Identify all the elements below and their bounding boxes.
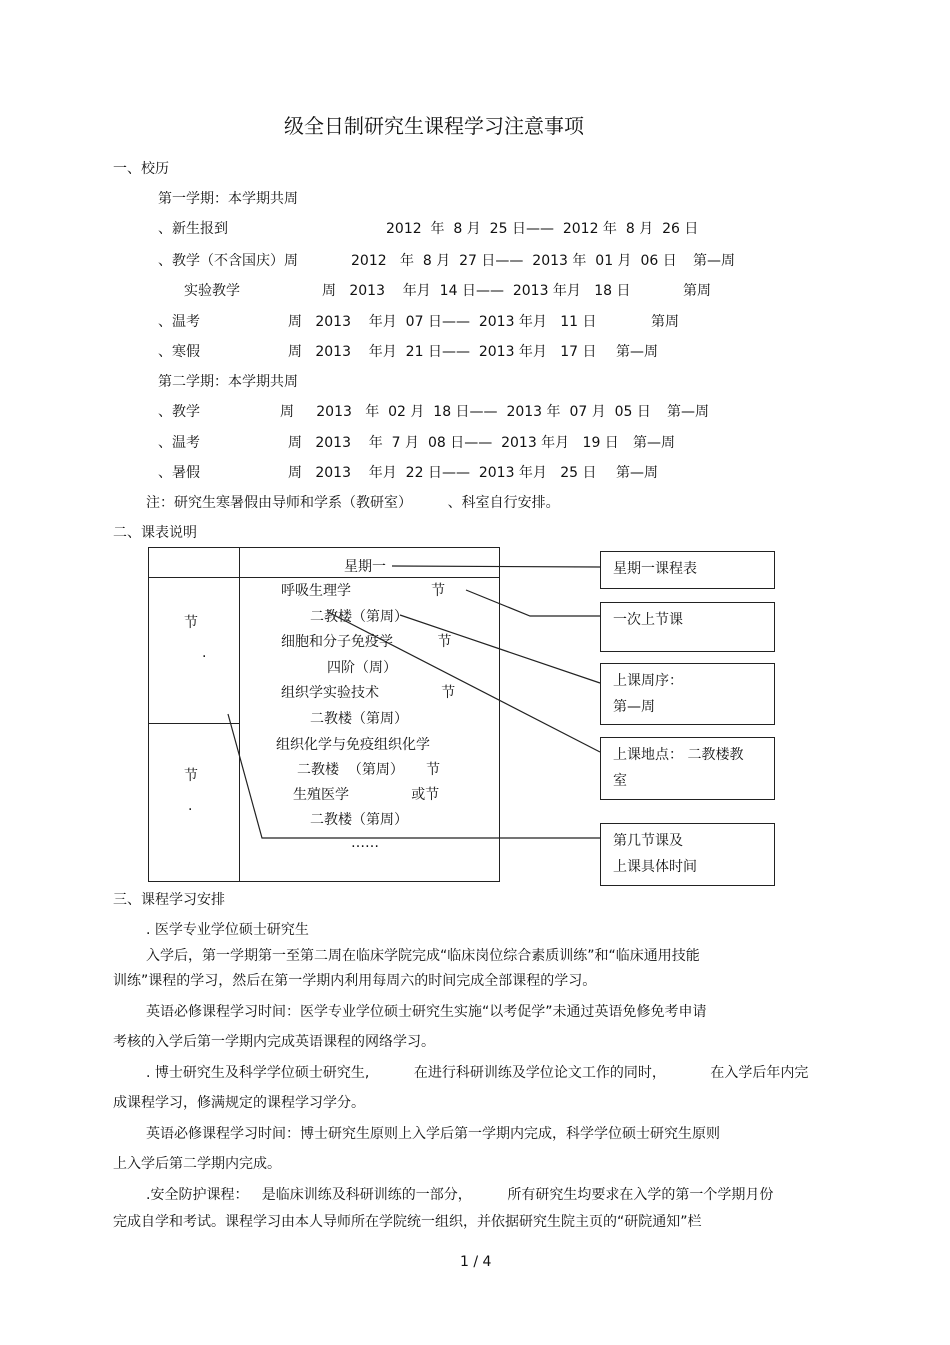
callout-text: 室: [613, 773, 627, 789]
body-line: . 医学专业学位硕士研究生: [146, 922, 309, 938]
body-line: .安全防护课程： 是临床训练及科研训练的一部分， 所有研究生均要求在入学的第一个学期月份: [146, 1187, 774, 1203]
section-heading: 二、课表说明: [113, 525, 197, 541]
calendar-label: 、寒假: [158, 344, 200, 360]
calendar-label: 、温考: [158, 435, 200, 451]
connector-line: [466, 590, 600, 616]
calendar-range: 周 2013 年月 21 日—— 2013 年月 17 日: [288, 344, 597, 360]
section-heading: 三、课程学习安排: [113, 892, 225, 908]
calendar-week: 第—周: [616, 344, 658, 360]
note-text: 注：研究生寒暑假由导师和学系（教研室） 、科室自行安排。: [146, 495, 560, 511]
callout-text: 一次上节课: [613, 612, 683, 628]
calendar-week: 第—周: [693, 253, 735, 269]
body-line: 英语必修课程学习时间：医学专业学位硕士研究生实施“以考促学”未通过英语免修免考申请: [146, 1004, 707, 1020]
course-line: 二教楼 （第周） 节: [297, 762, 441, 778]
callout-text: 第—周: [613, 699, 655, 715]
connector-line: [228, 714, 600, 838]
slot-label: 节: [184, 615, 198, 631]
body-line: 入学后，第一学期第一至第二周在临床学院完成“临床岗位综合素质训练”和“临床通用技能: [146, 948, 700, 964]
course-line: 呼吸生理学 节: [281, 583, 446, 599]
course-line: 四阶（周）: [327, 660, 397, 676]
body-line: 考核的入学后第一学期内完成英语课程的网络学习。: [113, 1034, 435, 1050]
table-header-day: 星期一: [344, 559, 386, 575]
semester-label: 第一学期：本学期共周: [158, 191, 298, 207]
course-line: 组织化学与免疫组织化学: [276, 737, 430, 753]
callout-text: 上课具体时间: [613, 859, 697, 875]
course-line: 二教楼（第周）: [310, 609, 408, 625]
calendar-range: 2012 年 8 月 27 日—— 2013 年 01 月 06 日: [351, 253, 677, 269]
body-line: 完成自学和考试。课程学习由本人导师所在学院统一组织，并依据研究生院主页的“研院通知”栏: [113, 1214, 702, 1230]
calendar-range: 周 2013 年 02 月 18 日—— 2013 年 07 月 05 日: [280, 404, 651, 420]
section-heading: 一、校历: [113, 161, 169, 177]
calendar-label: 、温考: [158, 314, 200, 330]
slot-dot: .: [188, 798, 193, 814]
calendar-label: 、教学: [158, 404, 200, 420]
calendar-label: 、新生报到: [158, 221, 228, 237]
course-line: 二教楼（第周）: [310, 812, 408, 828]
calendar-range: 2012 年 8 月 25 日—— 2012 年 8 月 26 日: [386, 221, 699, 237]
body-line: 训练”课程的学习，然后在第一学期内利用每周六的时间完成全部课程的学习。: [113, 973, 597, 989]
calendar-range: 周 2013 年月 07 日—— 2013 年月 11 日: [288, 314, 597, 330]
callout-text: 第几节课及: [613, 833, 683, 849]
callout-text: 上课地点： 二教楼教: [613, 747, 744, 763]
page-title: 级全日制研究生课程学习注意事项: [284, 114, 584, 138]
course-line: 细胞和分子免疫学 节: [281, 634, 452, 650]
slot-label: 节: [184, 768, 198, 784]
calendar-week: 第—周: [616, 465, 658, 481]
slot-dot: .: [202, 645, 207, 661]
calendar-week: 第—周: [667, 404, 709, 420]
body-line: . 博士研究生及科学学位硕士研究生, 在进行科研训练及学位论文工作的同时， 在入学后年内完: [146, 1065, 809, 1081]
calendar-week: 第周: [683, 283, 711, 299]
calendar-week: 第周: [651, 314, 679, 330]
body-line: 英语必修课程学习时间：博士研究生原则上入学后第一学期内完成，科学学位硕士研究生原则: [146, 1126, 720, 1142]
course-line: ……: [351, 835, 379, 851]
calendar-label: 、暑假: [158, 465, 200, 481]
body-line: 成课程学习，修满规定的课程学习学分。: [113, 1095, 365, 1111]
calendar-range: 周 2013 年月 22 日—— 2013 年月 25 日: [288, 465, 597, 481]
callout-text: 星期一课程表: [613, 561, 697, 577]
course-line: 二教楼（第周）: [310, 711, 408, 727]
calendar-range: 周 2013 年 7 月 08 日—— 2013 年月 19 日: [288, 435, 619, 451]
page-number: 1 / 4: [460, 1254, 492, 1270]
connector-line: [392, 566, 600, 567]
semester-label: 第二学期：本学期共周: [158, 374, 298, 390]
calendar-week: 第—周: [633, 435, 675, 451]
calendar-label: 实验教学: [184, 283, 240, 299]
course-line: 组织学实验技术 节: [281, 685, 456, 701]
course-line: 生殖医学 或节: [293, 787, 440, 803]
calendar-label: 、教学（不含国庆）周: [158, 253, 298, 269]
callout-text: 上课周序：: [613, 673, 683, 689]
connector-line: [328, 612, 600, 752]
body-line: 上入学后第二学期内完成。: [113, 1156, 281, 1172]
connector-line: [400, 615, 600, 683]
calendar-range: 周 2013 年月 14 日—— 2013 年月 18 日: [322, 283, 631, 299]
